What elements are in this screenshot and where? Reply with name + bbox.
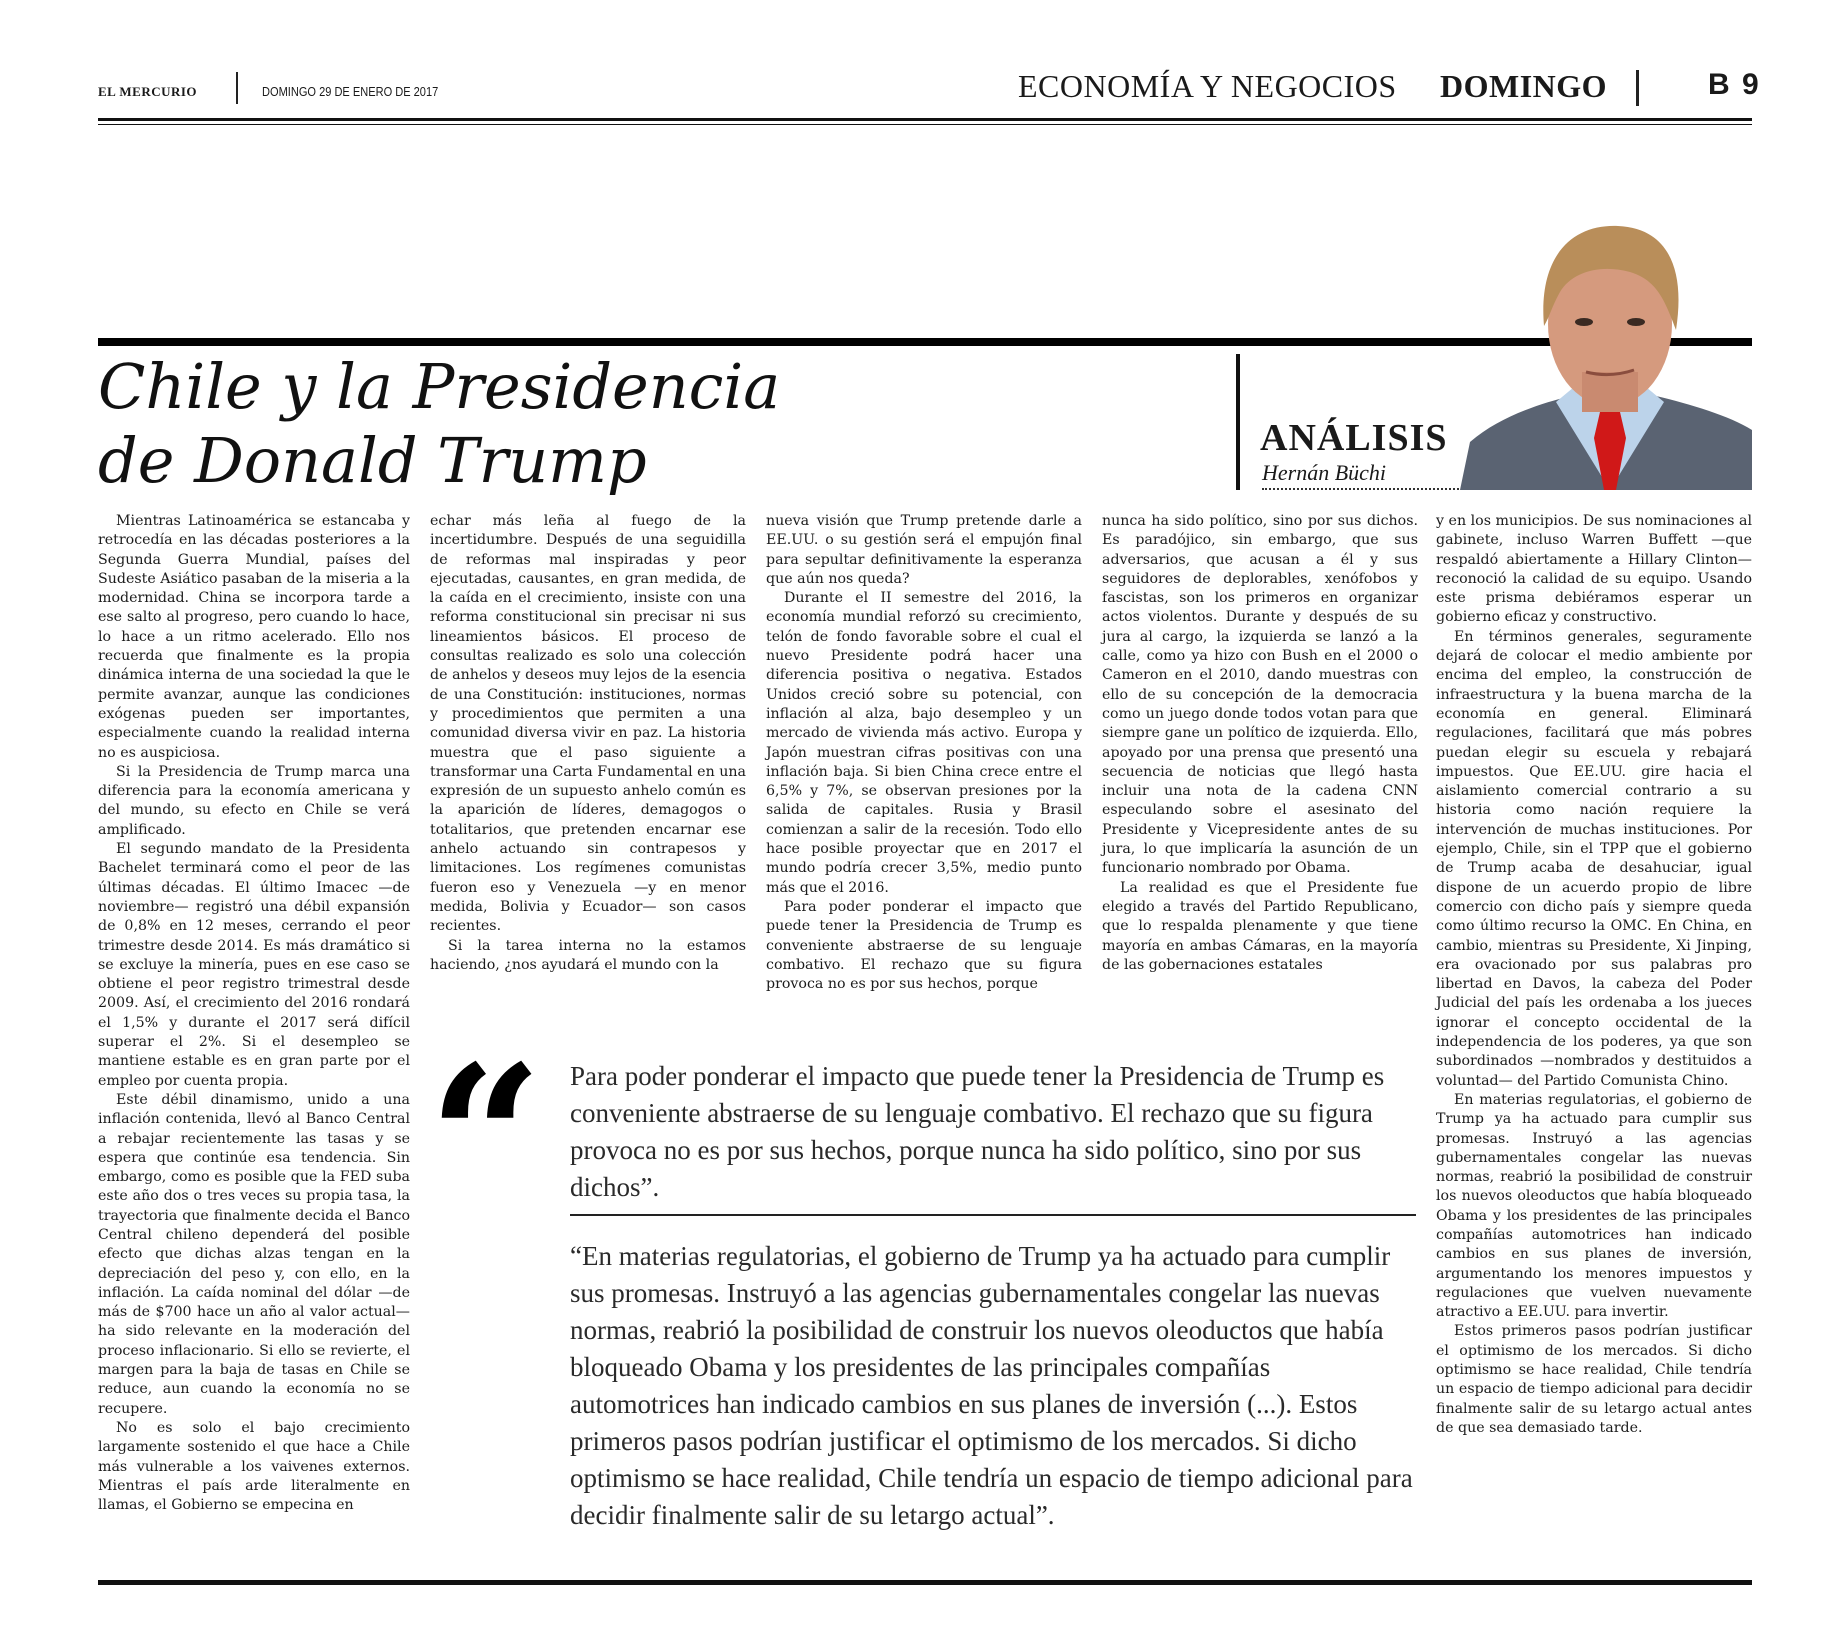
paragraph: El segundo mandato de la Presidenta Bachelet terminará como el peor de las últimas décadas. El último Imacec —de noviembre— registró una débil expansión de 0,8% en 12 meses, cerrando el peor trimestre desde 2014. Es más dramático si se excluye la minería, pues en ese caso se obtiene el peor registro trimestral desde 2009. Así, el crecimiento del 2016 rondará el 1,5% y durante el 2017 será difícil superar el 2%. Si el desempleo se mantiene estable es en gran parte por el empleo por cuenta propia.: [98, 841, 410, 1089]
author-portrait-icon: [1460, 206, 1752, 490]
neck-shape: [1582, 372, 1638, 412]
pull-quote-divider: [570, 1214, 1416, 1216]
header-divider: [1636, 70, 1639, 106]
article-column: [766, 512, 1082, 994]
author-dotted-rule: [1262, 488, 1467, 490]
paragraph: Si la tarea interna no la estamos haciendo, ¿nos ayudará el mundo con la: [430, 937, 746, 973]
eye-shape: [1627, 318, 1645, 326]
paragraph: Para poder ponderar el impacto que puede tener la Presidencia de Trump es conveniente abstraerse de su lenguaje combativo. El rechazo que su figura provoca no es por sus hechos, porque: [766, 898, 1082, 993]
article-column: [1102, 512, 1418, 975]
kicker-bar: [1236, 354, 1240, 490]
portrait-image: [1460, 206, 1752, 490]
paragraph: Si la Presidencia de Trump marca una diferencia para la economía americana y del mundo, su efecto en Chile se verá amplificado.: [98, 763, 410, 838]
eye-shape: [1575, 318, 1593, 326]
quote-mark-icon: “: [428, 1022, 544, 1257]
newspaper-name: EL MERCURIO: [98, 84, 198, 99]
page-number: B 9: [1708, 68, 1761, 101]
article-column: [430, 512, 746, 975]
paragraph: nunca ha sido político, sino por sus dichos. Es paradójico, sin embargo, que sus adversarios, que acusan a él y sus seguidores de deplorables, xenófobos y fascistas, son los primeros en organizar actos violentos. Durante y después de su jura al cargo, la izquierda se lanzó a la calle, como ya hizo con Bush en el 2000 o Cameron en el 2010, dando muestras con ello de su concepción de la democracia como un juego donde todos votan para que siempre gane un político de izquierda. Ello, apoyado por una prensa que presentó una secuencia de noticias que llegó hasta incluir una nota de la cadena CNN especulando sobre el asesinato del Presidente y Vicepresidente antes de su jura, lo que implicaría la asunción de un funcionario nombrado por Obama.: [1102, 513, 1418, 877]
header-divider: [236, 72, 238, 104]
article-headline: Chile y la Presidencia de Donald Trump: [98, 350, 781, 497]
section-name: ECONOMÍA Y NEGOCIOS: [1018, 68, 1397, 104]
pull-quote: Para poder ponderar el impacto que puede tener la Presidencia de Trump es conveniente abstraerse de su lenguaje combativo. El rechazo que su figura provoca no es por sus hechos, porque nunca ha sido político, sino por sus dichos”.: [570, 1061, 1385, 1202]
article-column: [1436, 512, 1752, 1438]
article-author: Hernán Büchi: [1262, 460, 1387, 485]
bottom-rule: [98, 1580, 1752, 1585]
issue-date: DOMINGO 29 DE ENERO DE 2017: [262, 84, 439, 99]
paragraph: Mientras Latinoamérica se estancaba y retrocedía en las décadas posteriores a la Segunda Guerra Mundial, países del Sudeste Asiático pasaban de la miseria a la modernidad. China se incorpora tarde a ese salto al progreso, pero cuando lo hace, lo hace a un ritmo acelerado. Ello nos recuerda que finalmente es la propia dinámica interna de una sociedad la que le permite avanzar, aunque las condiciones exógenas pueden ser importantes, especialmente cuando la realidad interna no es auspiciosa.: [98, 513, 410, 761]
pull-quote: “En materias regulatorias, el gobierno de Trump ya ha actuado para cumplir sus promesas. Instruyó a las agencias gubernamentales congelar las nuevas normas, reabrió la posibilidad de construir los nuevos oleoductos que había bloqueado Obama y los presidentes de las principales compañías automotrices han indicado cambios en sus planes de inversión (...). Estos primeros pasos podrían justificar el optimismo de los mercados. Si dicho optimismo se hace realidad, Chile tendría un espacio de tiempo adicional para decidir finalmente salir de su letargo actual”.: [570, 1241, 1413, 1530]
paragraph: En materias regulatorias, el gobierno de Trump ya ha actuado para cumplir sus promesas. Instruyó a las agencias gubernamentales congelar las nuevas normas, reabrió la posibilidad de construir los nuevos oleoductos que había bloqueado Obama y los presidentes de las principales compañías automotrices han indicado cambios en sus planes de inversión, argumentando los menores impuestos y regulaciones que vuelven nuevamente atractivo a EE.UU. para invertir.: [1436, 1091, 1752, 1321]
article-kicker: ANÁLISIS: [1260, 417, 1448, 459]
paragraph: Este débil dinamismo, unido a una inflación contenida, llevó al Banco Central a rebajar recientemente las tasas y se espera que continúe esa tendencia. Sin embargo, como es posible que la FED suba este año dos o tres veces su propia tasa, la trayectoria que finalmente decida el Banco Central chileno dependerá del posible efecto que dichas alzas tengan en la depreciación del peso y, con ello, en la inflación. La caída nominal del dólar —de más de $700 hace un año al valor actual— ha sido relevante en la moderación del proceso inflacionario. Si ello se revierte, el margen para la baja de tasas en Chile se reduce, aun cuando la economía no se recupere.: [98, 1091, 410, 1417]
header-rule: [98, 124, 1752, 125]
paragraph: La realidad es que el Presidente fue elegido a través del Partido Republicano, que lo respalda plenamente y que tiene mayoría en ambas Cámaras, en la mayoría de las gobernaciones estatales: [1102, 879, 1418, 973]
header-rule: [98, 118, 1752, 121]
issue-day: DOMINGO: [1440, 68, 1608, 104]
paragraph: nueva visión que Trump pretende darle a EE.UU. o su gestión será el empujón final para sepultar definitivamente la esperanza que aún nos queda?: [766, 513, 1082, 587]
article-column: [98, 512, 410, 1515]
paragraph: Estos primeros pasos podrían justificar el optimismo de los mercados. Si dicho optimismo se hace realidad, Chile tendría un espacio de tiempo adicional para decidir finalmente salir de su letargo actual antes de que sea demasiado tarde.: [1436, 1323, 1752, 1436]
paragraph: y en los municipios. De sus nominaciones al gabinete, incluso Warren Buffett —que respaldó abiertamente a Hillary Clinton— reconoció la calidad de su equipo. Usando este prisma debiéramos esperar un gobierno eficaz y constructivo.: [1436, 513, 1752, 626]
paragraph: No es solo el bajo crecimiento largamente sostenido el que hace a Chile más vulnerable a los vaivenes externos. Mientras el país arde literalmente en llamas, el Gobierno se empecina en: [98, 1419, 410, 1514]
paragraph: En términos generales, seguramente dejará de colocar el medio ambiente por encima del empleo, la construcción de infraestructura y la buena marcha de la economía en general. Eliminará regulaciones, facilitará que más pobres puedan elegir su escuela y rebajará impuestos. Que EE.UU. gire hacia el aislamiento comercial contrario a su historia como nación requiere la intervención de muchas instituciones. Por ejemplo, Chile, sin el TPP que el gobierno de Trump acaba de desahuciar, igual dispone de un acuerdo propio de libre comercio con dicho país y siempre queda como último recurso la OMC. En China, en cambio, mientras su Presidente, Xi Jinping, era ovacionado por sus palabras pro libertad en Davos, la cabeza del Poder Judicial del país les ordenaba a los jueces ignorar el concepto occidental de la independencia de los poderes, ya que son subordinados —nombrados y destituidos a voluntad— del Partido Comunista Chino.: [1436, 628, 1752, 1089]
paragraph: Durante el II semestre del 2016, la economía mundial reforzó su crecimiento, telón de fondo favorable sobre el cual el nuevo Presidente podrá hacer una diferencia positiva o negativa. Estados Unidos creció sobre su potencial, con inflación al alza, bajo desempleo y un mercado de vivienda más activo. Europa y Japón muestran cifras positivas con una inflación baja. Si bien China crece entre el 6,5% y 7%, se observan presiones por la salida de capitales. Rusia y Brasil comienzan a salir de la recesión. Todo ello hace posible proyectar que en 2017 el mundo podría crecer 3,5%, medio punto más que el 2016.: [766, 590, 1082, 896]
paragraph: echar más leña al fuego de la incertidumbre. Después de una seguidilla de reformas mal inspiradas y peor ejecutadas, causantes, en gran medida, de la caída en el crecimiento, insiste con una reforma constitucional sin precisar ni sus lineamientos básicos. El proceso de consultas realizado es solo una colección de anhelos y deseos muy lejos de la esencia de una Constitución: instituciones, normas y procedimientos que permiten a una comunidad diversa vivir en paz. La historia muestra que el paso siguiente a transformar una Carta Fundamental en una expresión de un supuesto anhelo común es la aparición de líderes, demagogos o totalitarios, que pretenden encarnar ese anhelo actuando sin contrapesos y limitaciones. Los regímenes comunistas fueron eso y Venezuela —y en menor medida, Bolivia y Ecuador— son casos recientes.: [430, 513, 746, 935]
